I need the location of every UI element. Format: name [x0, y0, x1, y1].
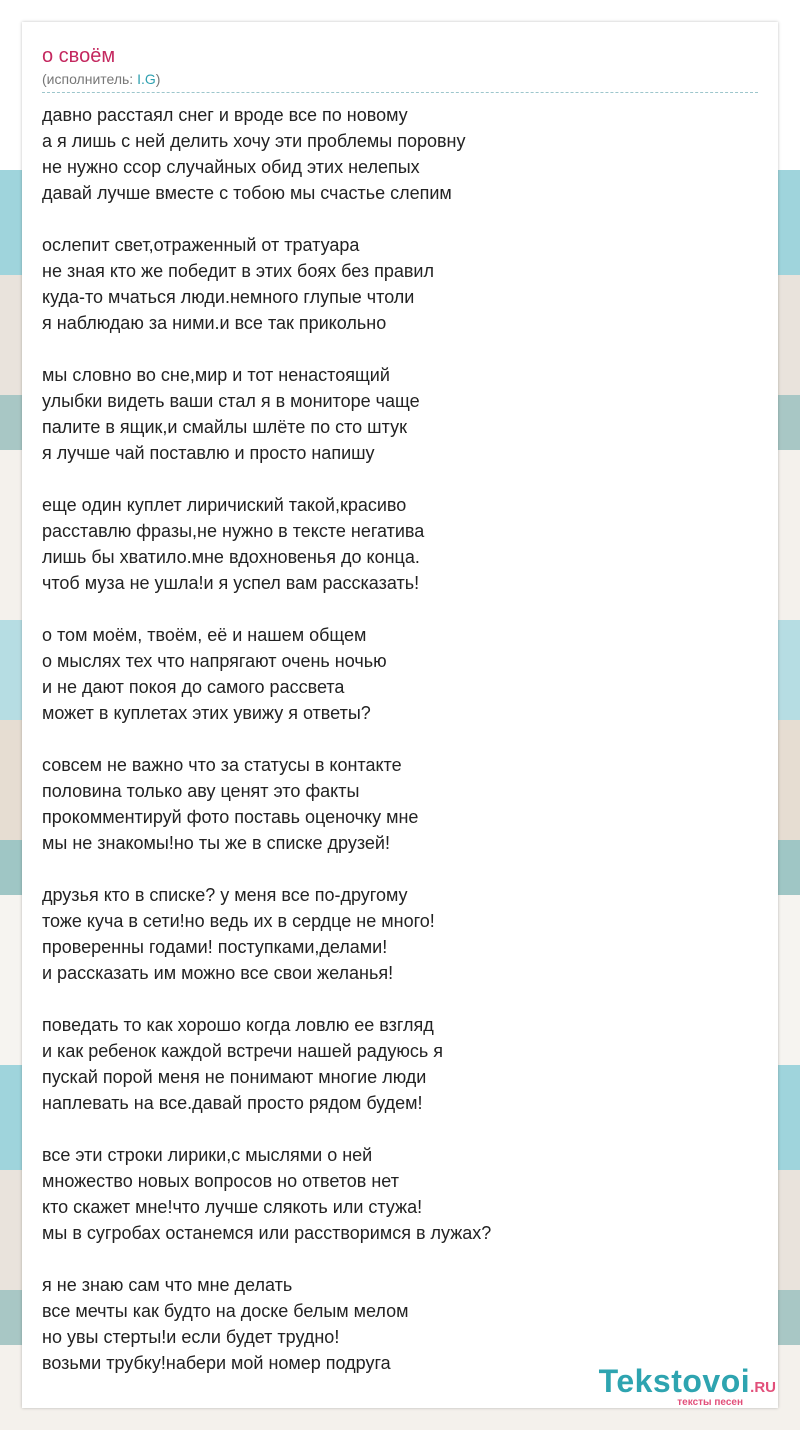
stanza-break: [42, 856, 758, 882]
song-title: о своём: [42, 45, 116, 67]
stanza-break: [42, 986, 758, 1012]
stanza-break: [42, 726, 758, 752]
lyric-line: а я лишь с ней делить хочу эти проблемы поровну: [42, 131, 466, 151]
artist-link[interactable]: I.G: [137, 71, 156, 87]
lyric-line: я не знаю сам что мне делать: [42, 1275, 293, 1295]
artist-suffix: ): [155, 71, 161, 87]
lyric-line: все эти строки лирики,с мыслями о ней: [42, 1145, 373, 1165]
lyric-line: ослепит свет,отраженный от тратуара: [42, 235, 360, 255]
lyric-line: о том моём, твоём, её и нашем общем: [42, 625, 367, 645]
lyric-line: и рассказать им можно все свои желанья!: [42, 963, 394, 983]
logo-word: Tekstovoi: [598, 1363, 751, 1399]
artist-prefix: (исполнитель:: [42, 71, 138, 87]
lyric-line: не зная кто же победит в этих боях без правил: [42, 261, 434, 281]
stanza-break: [42, 206, 758, 232]
lyric-line: еще один куплет лиричиский такой,красиво: [42, 495, 407, 515]
lyrics-body: [42, 102, 758, 1376]
lyric-line: совсем не важно что за статусы в контакте: [42, 755, 402, 775]
stanza-break: [42, 596, 758, 622]
artist-line: [42, 70, 758, 93]
lyric-line: может в куплетах этих увижу я ответы?: [42, 703, 371, 723]
lyric-line: друзья кто в списке? у меня все по-другому: [42, 885, 408, 905]
lyric-line: расставлю фразы,не нужно в тексте негатива: [42, 521, 425, 541]
lyric-line: половина только аву ценят это факты: [42, 781, 360, 801]
lyric-line: пускай порой меня не понимают многие люди: [42, 1067, 427, 1087]
lyric-line: прокомментируй фото поставь оценочку мне: [42, 807, 419, 827]
lyric-line: проверенны годами! поступками,делами!: [42, 937, 388, 957]
lyric-line: куда-то мчаться люди.немного глупые чтоли: [42, 287, 415, 307]
lyric-line: мы в сугробах останемся или расстворимся в лужах?: [42, 1223, 492, 1243]
lyric-line: мы не знакомы!но ты же в списке друзей!: [42, 833, 390, 853]
lyric-line: я наблюдаю за ними.и все так прикольно: [42, 313, 387, 333]
lyric-line: наплевать на все.давай просто рядом будем!: [42, 1093, 423, 1113]
stanza-break: [42, 1246, 758, 1272]
stanza-break: [42, 1116, 758, 1142]
site-logo[interactable]: [598, 1363, 776, 1408]
lyric-line: и не дают покоя до самого рассвета: [42, 677, 345, 697]
stanza-break: [42, 336, 758, 362]
lyric-line: палите в ящик,и смайлы шлёте по сто штук: [42, 417, 407, 437]
logo-subtitle: тексты песен: [677, 1397, 743, 1408]
lyric-line: но увы стерты!и если будет трудно!: [42, 1327, 340, 1347]
lyric-line: множество новых вопросов но ответов нет: [42, 1171, 399, 1191]
lyric-line: о мыслях тех что напрягают очень ночью: [42, 651, 387, 671]
lyric-line: и как ребенок каждой встречи нашей радуюсь я: [42, 1041, 443, 1061]
lyric-line: улыбки видеть ваши стал я в мониторе чаще: [42, 391, 420, 411]
logo-wordmark: [598, 1363, 776, 1399]
lyric-line: я лучше чай поставлю и просто напишу: [42, 443, 375, 463]
lyric-line: кто скажет мне!что лучше слякоть или стужа!: [42, 1197, 423, 1217]
lyric-line: мы словно во сне,мир и тот ненастоящий: [42, 365, 390, 385]
lyric-line: поведать то как хорошо когда ловлю ее взгляд: [42, 1015, 434, 1035]
lyrics-card: [22, 22, 778, 1408]
lyric-line: давай лучше вместе с тобою мы счастье слепим: [42, 183, 452, 203]
lyric-line: тоже куча в сети!но ведь их в сердце не много!: [42, 911, 435, 931]
lyric-line: возьми трубку!набери мой номер подруга: [42, 1353, 391, 1373]
stanza-break: [42, 466, 758, 492]
lyric-line: все мечты как будто на доске белым мелом: [42, 1301, 409, 1321]
lyric-line: давно расстаял снег и вроде все по новому: [42, 105, 408, 125]
lyric-line: лишь бы хватило.мне вдохновенья до конца.: [42, 547, 420, 567]
lyric-line: не нужно ссор случайных обид этих нелепых: [42, 157, 420, 177]
lyric-line: чтоб муза не ушла!и я успел вам рассказать!: [42, 573, 420, 593]
logo-tld: .RU: [750, 1379, 776, 1396]
